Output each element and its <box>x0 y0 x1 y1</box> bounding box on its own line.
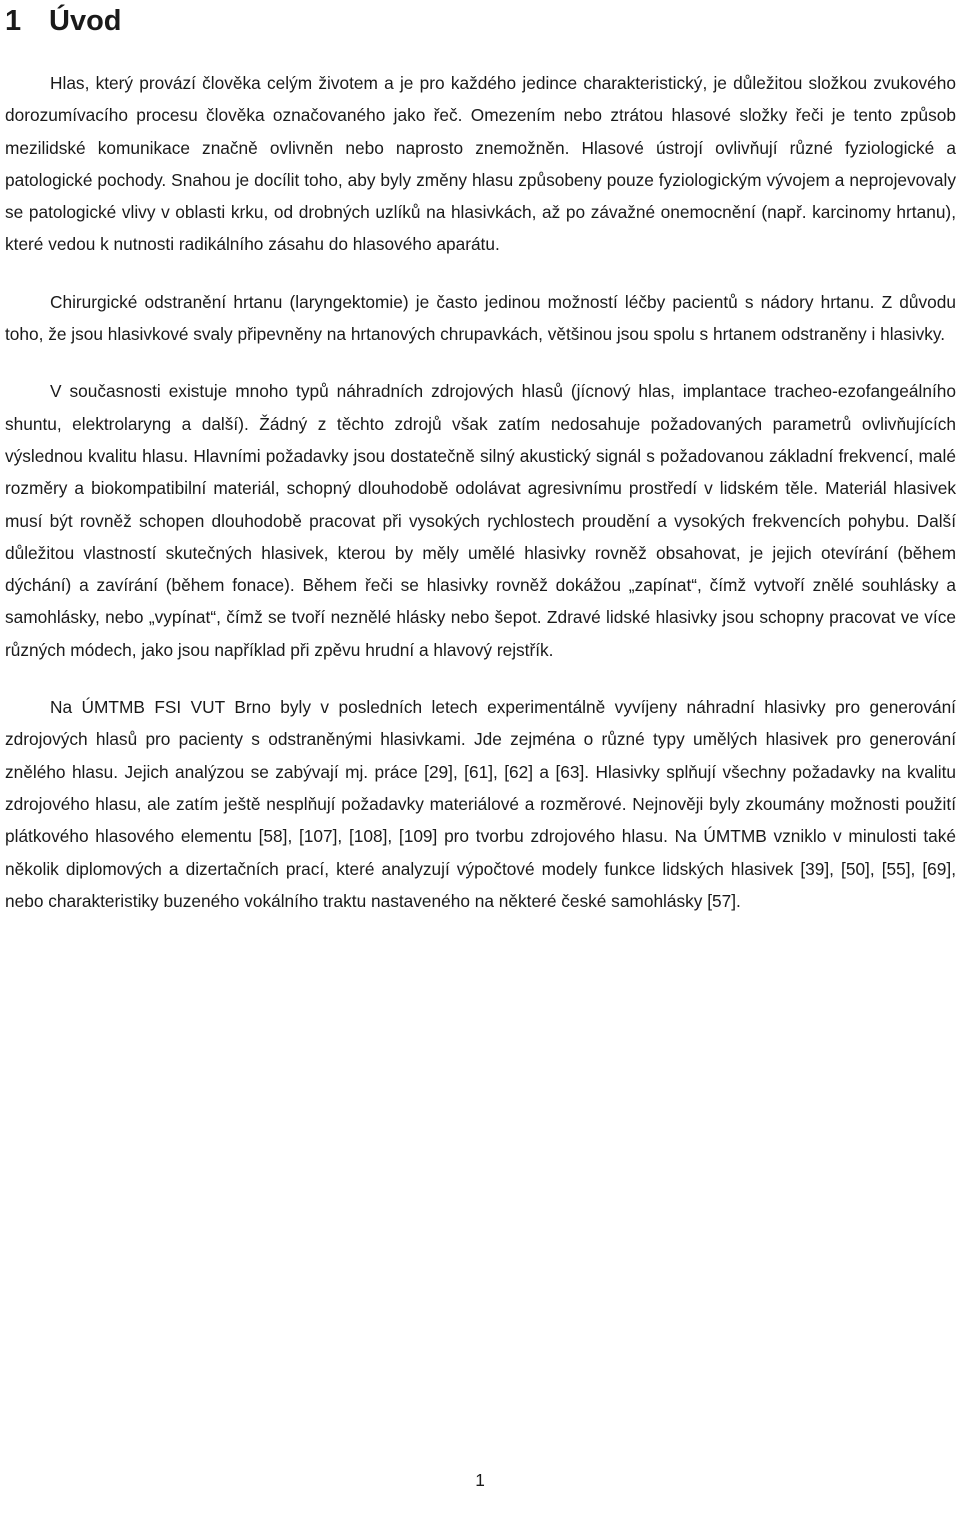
paragraph-substitute-voices: V současnosti existuje mnoho typů náhradních zdrojových hlasů (jícnový hlas, implantace tracheo-ezofangeálního shuntu, elektrolaryng a další). Žádný z těchto zdrojů však zatím nedosahuje požadovaných parametrů ovlivňujících výslednou kvalitu hlasu. Hlavními požadavky jsou dostatečně silný akustický signál s požadovanou základní frekvencí, malé rozměry a biokompatibilní materiál, schopný dlouhodobě odolávat agresivnímu prostředí v lidském těle. Materiál hlasivek musí být rovněž schopen dlouhodobě pracovat při vysokých rychlostech proudění a vysokých frekvencích pohybu. Další důležitou vlastností skutečných hlasivek, kterou by měly umělé hlasivky rovněž obsahovat, je jejich otevírání (během dýchání) a zavírání (během fonace). Během řeči se hlasivky rovněž dokážou „zapínat“, čímž vytvoří znělé souhlásky a samohlásky, nebo „vypínat“, čímž se tvoří neznělé hlásky nebo šepot. Zdravé lidské hlasivky jsou schopny pracovat ve více různých módech, jako jsou například při zpěvu hrudní a hlavový rejstřík. <box>5 381 956 660</box>
chapter-heading <box>5 2 122 40</box>
paragraph-laryngectomy: Chirurgické odstranění hrtanu (laryngektomie) je často jedinou možností léčby pacientů s nádory hrtanu. Z důvodu toho, že jsou hlasivkové svaly připevněny na hrtanových chrupavkách, většinou jsou spolu s hrtanem odstraněny i hlasivky. <box>5 291 956 345</box>
page-number: 1 <box>475 1470 485 1490</box>
chapter-body <box>5 67 956 942</box>
paragraph-umtmb-research: Na ÚMTMB FSI VUT Brno byly v posledních letech experimentálně vyvíjeny náhradní hlasivky pro generování zdrojových hlasů pro pacienty s odstraněnými hlasivkami. Jde zejména o různé typy umělých hlasivek pro generování znělého hlasu. Jejich analýzou se zabývají mj. práce [29], [61], [62] a [63]. Hlasivky splňují všechny požadavky na kvalitu zdrojového hlasu, ale zatím ještě nesplňují požadavky materiálové a rozměrové. Nejnověji byly zkoumány možnosti použití plátkového hlasového elementu [58], [107], [108], [109] pro tvorbu zdrojového hlasu. Na ÚMTMB vzniklo v minulosti také několik diplomových a dizertačních prací, které analyzují výpočtové modely funkce lidských hlasivek [39], [50], [55], [69], nebo charakteristiky buzeného vokálního traktu nastaveného na některé české samohlásky [57]. <box>5 697 956 911</box>
paragraph-intro: Hlas, který provází člověka celým životem a je pro každého jedince charakteristický, je důležitou složkou zvukového dorozumívacího procesu člověka označovaného jako řeč. Omezením nebo ztrátou hlasové složky řeči je tento způsob mezilidské komunikace značně ovlivněn nebo naprosto znemožněn. Hlasové ústrojí ovlivňují různé fyziologické a patologické pochody. Snahou je docílit toho, aby byly změny hlasu způsobeny pouze fyziologickým vývojem a neprojevovaly se patologické vlivy v oblasti krku, od drobných uzlíků na hlasivkách, až po závažné onemocnění (např. karcinomy hrtanu), které vedou k nutnosti radikálního zásahu do hlasového aparátu. <box>5 73 956 255</box>
chapter-number: 1 <box>5 5 22 37</box>
chapter-title: Úvod <box>49 5 122 37</box>
